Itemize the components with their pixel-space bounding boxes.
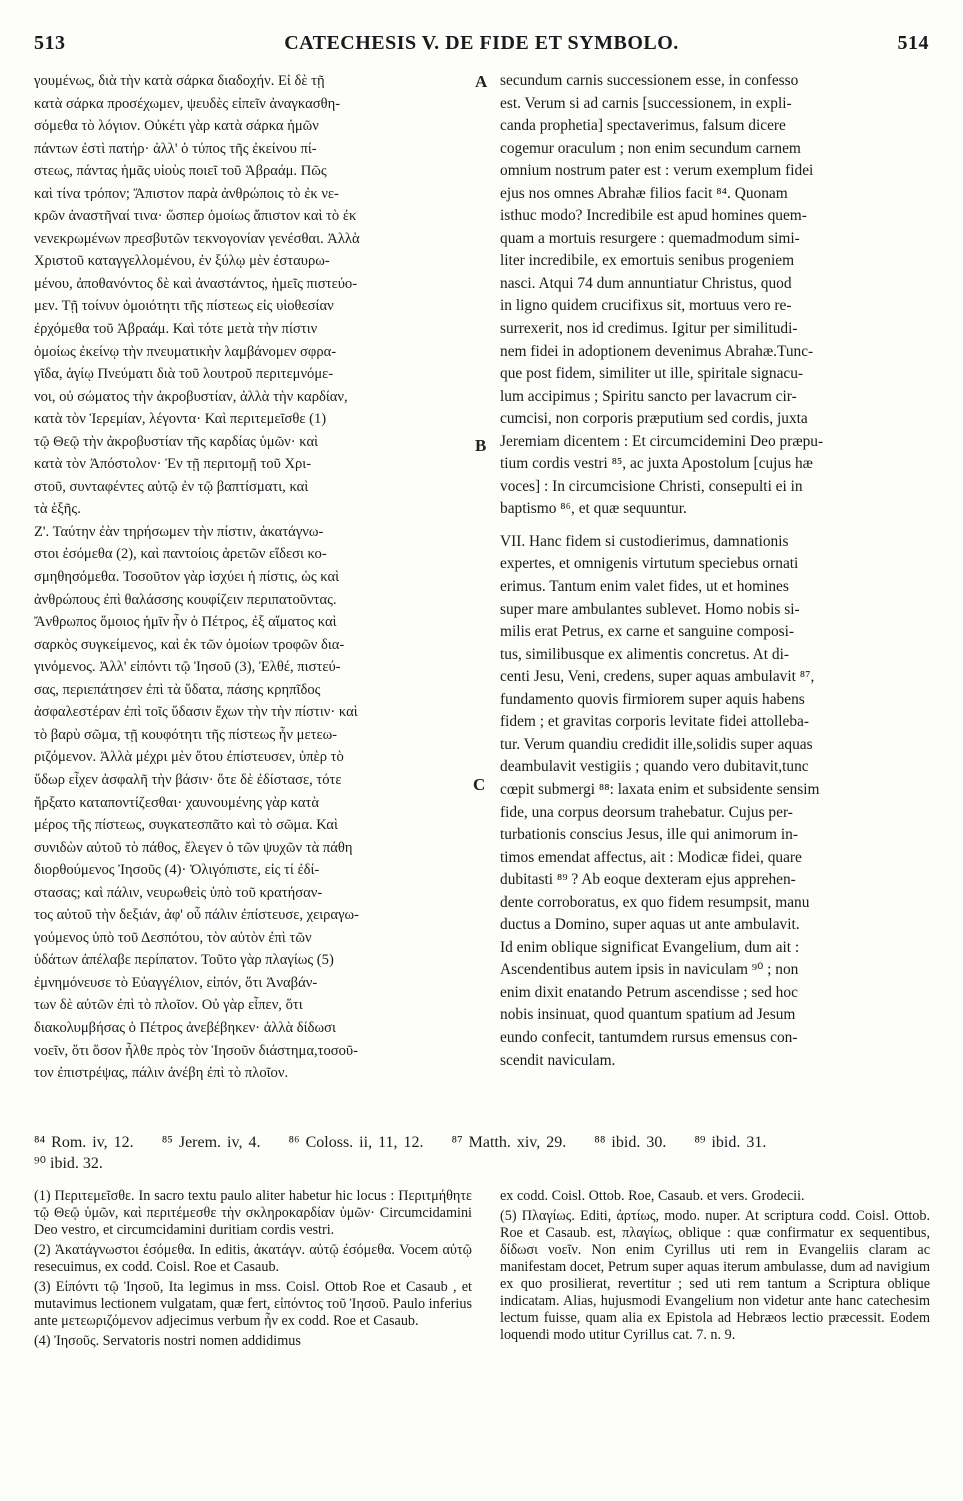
running-header	[34, 32, 929, 62]
page-number-left: 513	[34, 32, 66, 54]
footnote: (3) Εἰπόντι τῷ Ἰησοῦ, Ita legimus in mss. Coisl. Ottob Roe et Casaub , et mutavimus lectionem vulgatam, quæ fert, εἰπόντος τοῦ Ἰησοῦ. Paulo inferius ante μετεωριζόμενον adjecimus verbum ἦν ex codd. Roe et Casaub.	[34, 1279, 472, 1329]
footnote: ex codd. Coisl. Ottob. Roe, Casaub. et vers. Grodecii.	[500, 1188, 805, 1204]
references-line-2	[34, 1153, 929, 1174]
page-number-right: 514	[897, 32, 929, 54]
running-title: CATECHESIS V. DE FIDE ET SYMBOLO.	[284, 32, 679, 54]
footnote: (2) Ἀκατάγνωστοι ἐσόμεθα. In editis, ἀκατάγν. αὐτῷ ἐσόμεθα. Vocem αὐτῷ resecuimus, ex codd. Coisl. Roe et Casaub.	[34, 1242, 472, 1275]
section-marker-a: A	[475, 72, 488, 91]
latin-paragraph-2: VII. Hanc fidem si custodierimus, damnationis expertes, et omnigenis virtutum speciebus ornati erimus. Tantum enim valet fides, ut et homines super mare ambulantes sublevet. Homo nobis si- milis erat Petrus, ex carne et sanguine composi- tus, similibusque ex alimentis concretus. At di- centi Jesu, Veni, credens, super aquas ambulavit ⁸⁷, fundamento quovis firmiorem super aquis habens fidem ; et gravitas corporis levitate fidei attolleba- tur. Verum quandiu credidit ille,solidis super aquas deambulavit vestigiis ; quando vero dubitavit,tunc cœpit submergi ⁸⁸: laxata enim et subsidente sensim fide, una corpus deorsum trahebatur. Cujus per- turbationis conscius Jesus, ille qui animorum in- timos emendat affectus, ait : Modicæ fidei, quare dubitasti ⁸⁹ ? Ab eoque dexteram ejus apprehen- dente corroboratus, ex quo fidem resumpsit, manu ductus a Domino, super aquas ut ante ambulavit. Id enim oblique significat Evangelium, dum ait : Ascendentibus autem ipsis in naviculam ⁹⁰ ; non enim dixit enatando Petrum ascendisse ; sed hoc nobis insinuat, quod quantum spatium ad Jesum eundo confecit, tantumdem rursus emensus con- scendit naviculam.	[500, 532, 820, 1069]
reference: ⁸⁴ Rom. iv, 12.	[34, 1134, 134, 1151]
reference: ⁸⁷ Matth. xiv, 29.	[451, 1134, 567, 1151]
scripture-references	[34, 1132, 929, 1174]
latin-column	[500, 70, 930, 1072]
references-line-1	[34, 1132, 929, 1153]
reference: ⁸⁸ ibid. 30.	[594, 1134, 667, 1151]
greek-paragraph-1: γουμένως, διὰ τὴν κατὰ σάρκα διαδοχήν. Εἰ δὲ τῇ κατὰ σάρκα προσέχωμεν, ψευδὲς εἰπεῖν ἀναγκασθη- σόμεθα τὸ λόγιον. Οὐκέτι γὰρ κατὰ σάρκα ἡμῶν πάντων ἐστὶ πατήρ· ἀλλ' ὁ τύπος τῆς ἐκείνου πί- στεως, πάντας ἡμᾶς υἱοὺς ποιεῖ τοῦ Ἀβραάμ. Πῶς καὶ τίνα τρόπον; Ἄπιστον παρὰ ἀνθρώποις τὸ ἐκ νε- κρῶν ἀναστῆναί τινα· ὥσπερ ὁμοίως ἄπιστον καὶ τὸ ἐκ νενεκρωμένων πρεσβυτῶν τεκνογονίαν γενέσθαι. Ἀλλὰ Χριστοῦ καταγγελλομένου, ἐν ξύλῳ μὲν ἐσταυρω- μένου, ἀποθανόντος δὲ καὶ ἀναστάντος, ἡμεῖς πιστεύο- μεν. Τῇ τοίνυν ὁμοιότητι τῆς πίστεως εἰς υἱοθεσίαν ἐρχόμεθα τοῦ Ἀβραάμ. Καὶ τότε μετὰ τὴν πίστιν ὁμοίως ἐκείνῳ τὴν πνευματικὴν λαμβάνομεν σφρα- γῖδα, ἁγίῳ Πνεύματι διὰ τοῦ λουτροῦ περιτεμνόμε- νοι, οὐ σώματος τὴν ἀκροβυστίαν, ἀλλὰ τὴν καρδίαν, κατὰ τὸν Ἱερεμίαν, λέγοντα· Καὶ περιτεμεῖσθε (1) τῷ Θεῷ τὴν ἀκροβυστίαν τῆς καρδίας ὑμῶν· καὶ κατὰ τὸν Ἀπόστολον· Ἐν τῇ περιτομῇ τοῦ Χρι- στοῦ, συνταφέντες αὐτῷ ἐν τῷ βαπτίσματι, καὶ τὰ ἑξῆς.	[34, 73, 360, 518]
section-marker-b: B	[475, 436, 487, 455]
footnotes-right	[500, 1188, 930, 1344]
greek-paragraph-2: Ζ'. Ταύτην ἐὰν τηρήσωμεν τὴν πίστιν, ἀκατάγνω- στοι ἐσόμεθα (2), καὶ παντοίοις ἀρετῶν εἴδεσι κο- σμηθησόμεθα. Τοσοῦτον γὰρ ἰσχύει ἡ πίστις, ὡς καὶ ἀνθρώπους ἐπὶ θαλάσσης κουφίζειν περιπατοῦντας. Ἄνθρωπος ὅμοιος ἡμῖν ἦν ὁ Πέτρος, ἐξ αἵματος καὶ σαρκὸς συγκείμενος, καὶ ἐκ τῶν ὁμοίων τροφῶν δια- γινόμενος. Ἀλλ' εἰπόντι τῷ Ἰησοῦ (3), Ἐλθέ, πιστεύ- σας, περιεπάτησεν ἐπὶ τὰ ὕδατα, πάσης κρηπῖδος ἀσφαλεστέραν ἐπὶ τοῖς ὕδασιν ἔχων τὴν τὴν πίστιν· καὶ τὸ βαρὺ σῶμα, τῇ κουφότητι τῆς πίστεως ἦν μετεω- ριζόμενον. Ἀλλὰ μέχρι μὲν ὅτου ἐπίστευσεν, ὑπὲρ τὸ ὕδωρ εἶχεν ἀσφαλῆ τὴν βάσιν· ὅτε δὲ ἐδίστασε, τότε ἤρξατο καταποντίζεσθαι· χαυνουμένης γὰρ κατὰ μέρος τῆς πίστεως, συγκατεσπᾶτο καὶ τὸ σῶμα. Καὶ συνιδὼν αὐτοῦ τὸ πάθος, ἔλεγεν ὁ τῶν ψυχῶν τὰ πάθη διορθούμενος Ἰησοῦς (4)· Ὀλιγόπιστε, εἰς τί ἐδί- στασας; καὶ πάλιν, νευρωθεὶς ὑπὸ τοῦ κρατήσαν- τος αὐτοῦ τὴν δεξιάν, ἀφ' οὗ πάλιν ἐπίστευσε, χειραγω- γούμενος ὑπὸ τοῦ Δεσπότου, τὸν αὐτὸν ἐπὶ τῶν ὑδάτων ἀπέλαβε περίπατον. Τοῦτο γὰρ πλαγίως (5) ἐμνημόνευσε τὸ Εὐαγγέλιον, εἰπόν, ὅτι Ἀναβάν- των δὲ αὐτῶν ἐπὶ τὸ πλοῖον. Οὐ γὰρ εἶπεν, ὅτι διακολυμβήσας ὁ Πέτρος ἀνεβέβηκεν· ἀλλὰ δίδωσι νοεῖν, ὅτι ὅσον ἦλθε πρὸς τὸν Ἰησοῦν διάστημα,τοσοῦ- τον ἐπιστρέψας, πάλιν ἀνέβη ἐπὶ τὸ πλοῖον.	[34, 523, 359, 1082]
footnote: (1) Περιτεμεῖσθε. In sacro textu paulo aliter habetur hic locus : Περιτμήθητε τῷ Θεῷ ὑμῶν, καὶ περιτέμεσθε τὴν σκληροκαρδίαν ὑμῶν· Circumcidamini Deo vestro, et circumcidamini duritiam cordis vestri.	[34, 1188, 472, 1238]
reference: ⁹⁰ ibid. 32.	[34, 1155, 103, 1172]
footnotes-left	[34, 1188, 472, 1350]
latin-paragraph-1: secundum carnis successionem esse, in confesso est. Verum si ad carnis [successionem, in expli- canda prophetia] spectaverimus, falsum dicere cogemur oraculum ; non enim secundum carnem omnium nostrum pater est : verum exemplum fidei ejus nos omnes Abrahæ filios facit ⁸⁴. Quonam isthuc modo? Incredibile est apud homines quem- quam a mortuis resurgere : quemadmodum simi- liter incredibile, ex emortuis senibus progeniem nasci. Atqui 74 dum annuntiatur Christus, quod in ligno quidem crucifixus sit, mortuus vero re- surrexerit, nos id credimus. Igitur per similitudi- nem fidei in adoptionem devenimus Abrahæ.Tunc- que post fidem, similiter ut ille, spiritale signacu- lum accipimus ; Spiritu sancto per lavacrum cir- cumcisi, non corporis præputium sed cordis, juxta Jeremiam dicentem : Et circumcidemini Deo præpu- tium cordis vestri ⁸⁵, ac juxta Apostolum [cujus hæ voces] : In circumcisione Christi, consepulti ei in baptismo ⁸⁶, et quæ sequuntur.	[500, 72, 824, 518]
reference: ⁸⁶ Coloss. ii, 11, 12.	[288, 1134, 424, 1151]
reference: ⁸⁵ Jerem. iv, 4.	[161, 1134, 261, 1151]
greek-column	[34, 70, 471, 1085]
section-marker-c: C	[473, 775, 486, 794]
footnote: (4) Ἰησοῦς. Servatoris nostri nomen addidimus	[34, 1333, 301, 1349]
reference: ⁸⁹ ibid. 31.	[694, 1134, 767, 1151]
footnote: (5) Πλαγίως. Editi, ἀρτίως, modo. nuper. At scriptura codd. Coisl. Ottob. Roe et Casaub. est, πλαγίως, oblique : quæ confirmatur ex sequentibus, δίδωσι νοεῖν. Non enim Cyrillus uti rem in Evangeliis claram ac manifestam docet, Petrum super aquas iterum ambulasse, dum ad navigium ex quo prosilierat, revertitur ; sed uti rem tantum a Scriptura oblique indicatam. Alias, hujusmodi Evangelium non videtur ante hanc catechesim lectum fuisse, quam alia ex Epistola ad Hebræos lectio præcessit. Eodem loquendi modo utitur Cyrillus cat. 7. n. 9.	[500, 1208, 930, 1343]
